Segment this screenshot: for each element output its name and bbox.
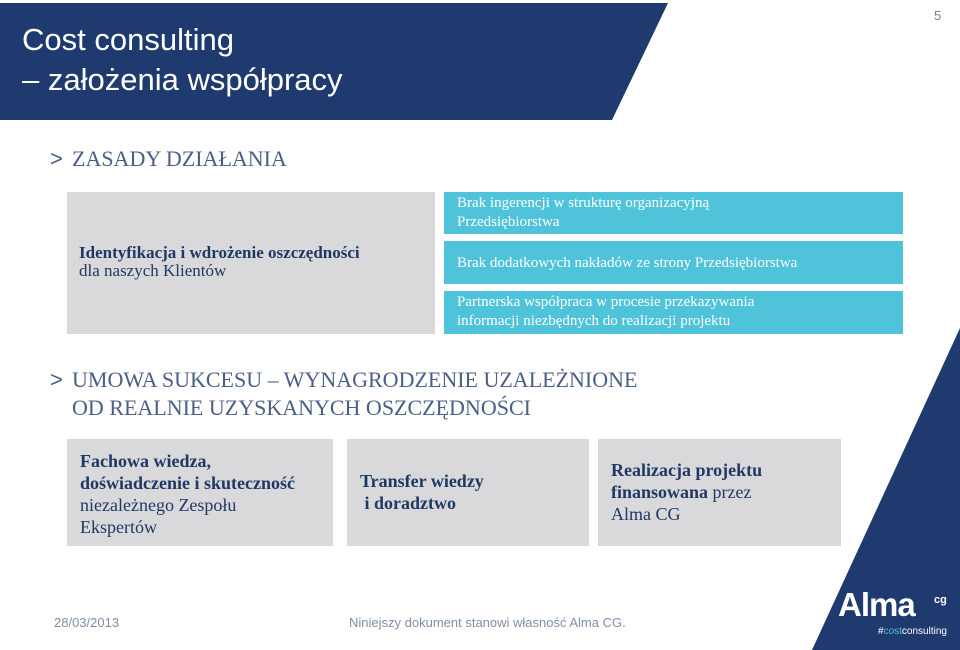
pillar-2-bold-1: Transfer wiedzy	[360, 471, 484, 491]
logo-tagline	[878, 626, 947, 637]
pillar-3-bold-1: Realizacja projektu	[611, 460, 763, 480]
footer-ownership-note: Niniejszy dokument stanowi własność Alma CG.	[349, 615, 626, 630]
pillar-2-bold-2: i doradztwo	[360, 493, 456, 513]
arrow-icon: >	[50, 367, 63, 392]
section-heading-text: ZASADY DZIAŁANIA	[72, 146, 287, 171]
pillar-1-text-1: niezależnego Zespołu	[80, 495, 237, 515]
rule-box-3	[444, 291, 903, 334]
page-number: 5	[934, 8, 942, 23]
section-heading-principles	[50, 146, 287, 172]
pillar-1-text-2: Ekspertów	[80, 517, 157, 537]
pillar-knowledge-transfer	[347, 439, 589, 546]
rule-1-line-2: Przedsiębiorstwa	[457, 214, 560, 230]
alma-cg-logo	[832, 586, 954, 646]
rule-1-line-1: Brak ingerencji w strukturę organizacyjną	[457, 195, 710, 211]
principle-rest-text: dla naszych Klientów	[79, 261, 227, 280]
rule-box-2	[444, 241, 903, 284]
section-heading-line-1: UMOWA SUKCESU – WYNAGRODZENIE UZALEŻNIONE	[72, 367, 638, 392]
principles-text	[79, 244, 424, 280]
logo-wordmark: Alma	[838, 586, 915, 623]
pillar-project-financing	[598, 439, 841, 546]
logo-tagline-hash: #	[878, 626, 884, 637]
pillar-3-text-2: Alma CG	[611, 504, 681, 524]
section-heading-line-2: OD REALNIE UZYSKANYCH OSZCZĘDNOŚCI	[72, 395, 531, 420]
footer-date: 28/03/2013	[54, 615, 120, 630]
slide-title-line-2: – założenia współpracy	[22, 62, 343, 97]
rule-2-line-1: Brak dodatkowych nakładów ze strony Przedsiębiorstwa	[457, 255, 798, 271]
pillar-expertise	[67, 439, 333, 546]
logo-superscript: cg	[934, 594, 947, 606]
pillar-3-bold-2: finansowana	[611, 482, 709, 502]
slide-title-line-1: Cost consulting	[22, 22, 234, 57]
pillar-3-text-inline: przez	[708, 482, 752, 502]
logo-tagline-cost: cost	[883, 626, 902, 637]
pillar-1-bold-1: Fachowa wiedza,	[80, 451, 211, 471]
principle-bold-text: Identyfikacja i wdrożenie oszczędności	[79, 243, 360, 262]
arrow-icon: >	[50, 146, 63, 171]
section-heading-success-contract	[50, 366, 637, 422]
pillar-1-bold-2: doświadczenie i skuteczność	[80, 473, 295, 493]
rule-3-line-1: Partnerska współpraca w procesie przekazywania	[457, 294, 755, 310]
rule-3-line-2: informacji niezbędnych do realizacji projektu	[457, 313, 731, 329]
logo-tagline-rest: consulting	[901, 626, 947, 637]
rule-box-1	[444, 192, 903, 234]
